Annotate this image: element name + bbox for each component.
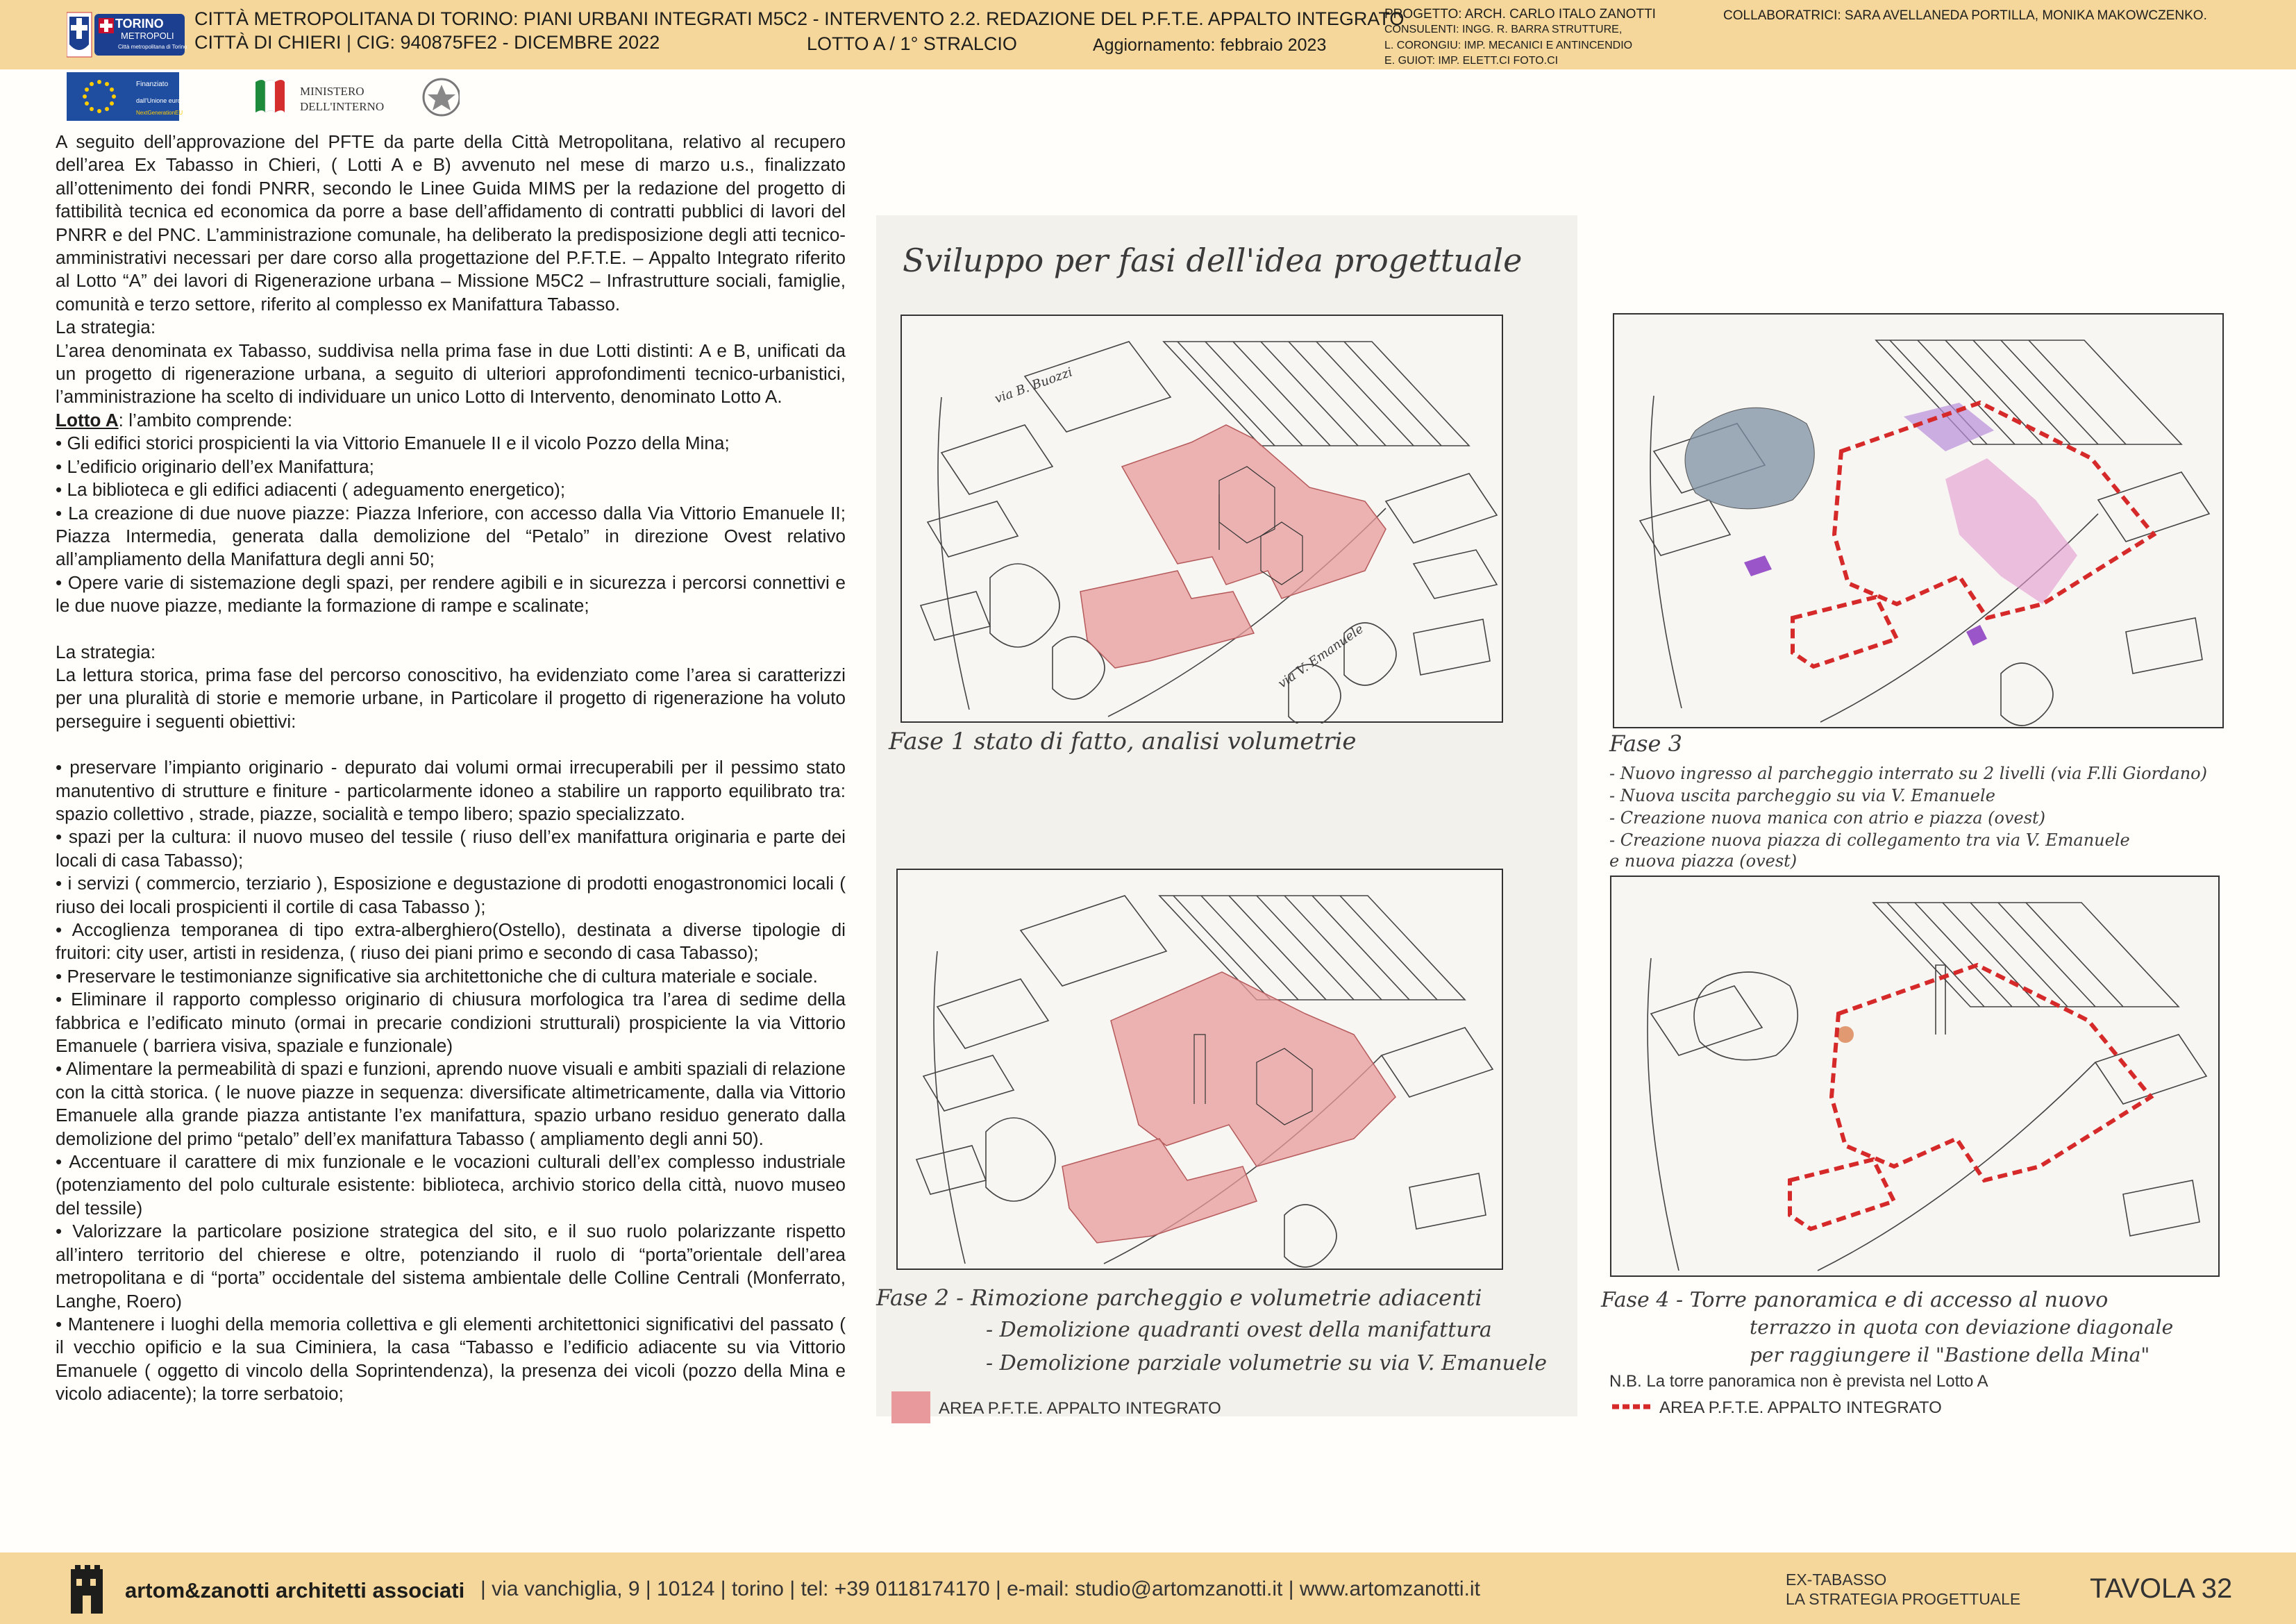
ambito-bullet: • La creazione di due nuove piazze: Piazza Inferiore, con accesso dalla Via Vittorio Emanuele II; Piazza Intermedia, generata dalla demolizione del “Petalo” in direzione Ovest relativo all’ampliamento della Manifattura degli anni 50; (56, 502, 846, 570)
lotto-a-rest: : l’ambito comprende: (118, 409, 293, 430)
header-title-line1: CITTÀ METROPOLITANA DI TORINO: PIANI URBANI INTEGRATI M5C2 - INTERVENTO 2.2. REDAZIONE DEL P.F.T.E. APPALTO INTEGRATO (194, 8, 1405, 29)
header-progetto: PROGETTO: ARCH. CARLO ITALO ZANOTTI (1384, 7, 1656, 22)
project-name: EX-TABASSO (1786, 1571, 1887, 1589)
fase2-caption-c: - Demolizione parziale volumetrie su via V. Emanuele (986, 1351, 1547, 1375)
logo-text-citta: Città metropolitana di Torino (118, 44, 187, 50)
eu-text-2: dall'Unione europea (136, 97, 192, 104)
header-bar (0, 0, 2296, 69)
strategia-heading-1: La strategia: (56, 317, 156, 338)
fase4-sketch (1609, 875, 2220, 1278)
intro-paragraph: A seguito dell’approvazione del PFTE da parte della Città Metropolitana, relativo al recupero dell’area Ex Tabasso in Chieri, ( Lotti A e B) avvenuto nel mese di marzo u.s., finalizzato all’ottenimento dei fondi PNRR, secondo le Linee Guida MIMS per la redazione del progetto di fattibilità tecnica ed economica da porre a base dell’affidamento di contratti pubblici di lavori del PNRR e del PNC. L’amministrazione comunale, ha deliberato la predisposizione degli atti tecnico-amministrativi necessari per dare corso alla progettazione del P.F.T.E. – Appalto Integrato riferito al Lotto “A” dei lavori di Rigenerazione urbana – Missione M5C2 – Infrastrutture sociali, famiglie, comunità e terzo settore, riferito al complesso ex Manifattura Tabasso. (56, 131, 846, 315)
spacer (56, 618, 846, 641)
fase2-caption-b: - Demolizione quadranti ovest della manifattura (986, 1318, 1492, 1342)
strategia-heading-2: La strategia: (56, 641, 156, 662)
header-title-line2: CITTÀ DI CHIERI | CIG: 940875FE2 - DICEMBRE 2022 (194, 32, 660, 53)
obiettivo-bullet: • Valorizzare la particolare posizione strategica del sito, e il suo ruolo polarizzante rispetto all’intero territorio del chierese e oltre, potenziando il ruolo di “porta”orientale dell’area metropolitana e di “porta” occidentale del sistema ambientale delle Colline Centrali (Monferrato, Langhe, Roero) (56, 1221, 846, 1312)
fase3-caption-b: - Nuova uscita parcheggio su via V. Emanuele (1609, 786, 1995, 805)
eu-nextgen-logo (67, 72, 192, 121)
logo-text-torino: TORINO (115, 17, 164, 31)
sketch-title: Sviluppo per fasi dell'idea progettuale (903, 242, 1523, 279)
ministero-interno-logo (251, 72, 460, 121)
legend-solid-label: AREA P.F.T.E. APPALTO INTEGRATO (939, 1399, 1221, 1418)
fase3-caption-d: - Creazione nuova piazza di collegamento tra via V. Emanuele (1609, 830, 2130, 850)
fase2-sketch (896, 868, 1504, 1271)
header-consulenti-1: CONSULENTI: INGG. R. BARRA STRUTTURE, (1384, 24, 1623, 35)
legend-dashed-swatch (1612, 1403, 1651, 1411)
lotto-a-line (56, 409, 846, 432)
body-text-column (56, 131, 846, 1406)
area-paragraph: L’area denominata ex Tabasso, suddivisa nella prima fase in due Lotti distinti: A e B, unificati da un progetto di rigenerazione urbana, a seguito di ulteriori approfondimenti tecnico-urbanistici, l’amministrazione ha scelto di individuare un unico Lotto di Intervento, denominato Lotto A. (56, 340, 846, 408)
header-consulenti-3: E. GUIOT: IMP. ELETT.CI FOTO.CI (1384, 55, 1559, 67)
header-aggiornamento: Aggiornamento: febbraio 2023 (1093, 35, 1327, 55)
obiettivo-bullet: • preservare l’impianto originario - depurato dai volumi ormai irrecuperabili per il pessimo stato manutentivo di strutture e finiture - particolarmente idoneo a stabilire un rapporto equilibrato tra: spazio collettivo , strade, piazze, socialità e tempo libero; spazio specializzato. (56, 757, 846, 824)
fase3-label: Fase 3 (1609, 730, 1682, 757)
fase3-caption-a: - Nuovo ingresso al parcheggio interrato su 2 livelli (via F.lli Giordano) (1609, 764, 2207, 783)
header-collaboratrici: COLLABORATRICI: SARA AVELLANEDA PORTILLA, MONIKA MAKOWCZENKO. (1723, 8, 2207, 23)
ambito-bullet: • La biblioteca e gli edifici adiacenti ( adeguamento energetico); (56, 479, 566, 501)
fase3-caption-e: e nuova piazza (ovest) (1609, 851, 1798, 871)
lettura-paragraph: La lettura storica, prima fase del percorso conoscitivo, ha evidenziato come l’area si caratterizzi per una pluralità di storie e memorie urbane, in Particolare il progetto di rigenerazione ha voluto perseguire i seguenti obiettivi: (56, 664, 846, 732)
street-label-buozzi: via B. Buozzi (992, 365, 1075, 407)
street-label-v-emanuele: via V. Emanuele (1275, 621, 1366, 692)
ambito-bullet: • Gli edifici storici prospicienti la via Vittorio Emanuele II e il vicolo Pozzo della Mina; (56, 433, 730, 454)
ministero-text-2: DELL'INTERNO (300, 100, 385, 113)
firm-logo-icon (69, 1564, 104, 1614)
lotto-a-label: Lotto A (56, 409, 119, 430)
footer-bar (0, 1552, 2296, 1624)
fase4-caption-c: per raggiungere il "Bastione della Mina" (1750, 1343, 2150, 1366)
project-subtitle: LA STRATEGIA PROGETTUALE (1786, 1590, 2021, 1608)
ministero-text-1: MINISTERO (300, 85, 364, 98)
obiettivo-bullet: • Accoglienza temporanea di tipo extra-alberghiero(Ostello), destinata a diverse tipologie di fruitori: city user, artisti in residenza, ( riuso dei piani primo e secondo di casa Tabasso); (56, 919, 846, 964)
obiettivo-bullet: • Eliminare il rapporto complesso originario di chiusura morfologica tra l’area di sedime della fabbrica e l’edificato minuto (ormai in precarie condizioni strutturali) prospiciente la via Vittorio Emanuele ( barriera visiva, spaziale e funzionale) (56, 989, 846, 1057)
firm-contacts: | via vanchiglia, 9 | 10124 | torino | tel: +39 0118174170 | e-mail: studio@artomzanotti.it | www.artomzanotti.it (480, 1577, 1480, 1600)
fase4-caption-a: Fase 4 - Torre panoramica e di accesso al nuovo (1601, 1288, 2109, 1312)
obiettivo-bullet: • Alimentare la permeabilità di spazi e funzioni, aprendo nuove visuali e ambiti spaziali di relazione con la città storica. ( le nuove piazze in sequenza: diversificate altimetricamente, dalla via Vittorio Emanuele alla grande piazza antistante l’ex manifattura, spazio urbano residuo generato dalla demolizione del primo “petalo” dell’ex manifattura Tabasso ( ampliamento degli anni 50). (56, 1058, 846, 1149)
obiettivo-bullet: • spazi per la cultura: il nuovo museo del tessile ( riuso dell’ex manifattura originaria e parte dei locali di casa Tabasso); (56, 826, 846, 871)
ambito-bullet: • L’edificio originario dell’ex Manifattura; (56, 455, 374, 477)
legend-solid-swatch (891, 1391, 930, 1423)
fase3-sketch (1612, 312, 2224, 729)
torino-metropoli-logo (67, 11, 188, 58)
obiettivo-bullet: • Preservare le testimonianze significative sia architettoniche che di cultura materiale e sociale. (56, 965, 818, 987)
logo-text-metropoli: METROPOLI (121, 31, 174, 41)
obiettivo-bullet: • Mantenere i luoghi della memoria collettiva e gli elementi architettonici significativi del passato ( il vecchio opificio e la sua Ciminiera, la casa “Tabasso e l’edificio adiacente su via Vittorio Emanuele ( oggetto di vincolo della Soprintendenza), la presenza dei vicoli (pozzo della Mina e vicolo adiacente); la torre serbatoio; (56, 1313, 846, 1405)
firm-name: artom&zanotti architetti associati (125, 1578, 465, 1602)
eu-text-3: NextGenerationEU (136, 110, 183, 116)
legend-dashed-label: AREA P.F.T.E. APPALTO INTEGRATO (1659, 1398, 1942, 1417)
fase2-caption-a: Fase 2 - Rimozione parcheggio e volumetrie adiacenti (876, 1284, 1482, 1311)
header-lotto: LOTTO A / 1° STRALCIO (807, 33, 1017, 54)
tavola-number: TAVOLA 32 (2090, 1573, 2233, 1604)
fase4-caption-b: terrazzo in quota con deviazione diagonale (1750, 1316, 2174, 1339)
eu-text-1: Finanziato (136, 81, 169, 88)
obiettivo-bullet: • i servizi ( commercio, terziario ), Esposizione e degustazione di prodotti enogastronomici locali ( riuso dei locali prospicienti il cortile di casa Tabasso ); (56, 873, 846, 917)
fase1-caption: Fase 1 stato di fatto, analisi volumetrie (889, 728, 1357, 755)
ambito-bullet: • Opere varie di sistemazione degli spazi, per rendere agibili e in sicurezza i percorsi connettivi e le due nuove piazze, mediante la formazione di rampe e scalinate; (56, 571, 846, 617)
fase1-sketch (900, 314, 1504, 723)
fase3-caption-c: - Creazione nuova manica con atrio e piazza (ovest) (1609, 808, 2046, 828)
header-consulenti-2: L. CORONGIU: IMP. MECANICI E ANTINCENDIO (1384, 40, 1633, 51)
spacer (56, 733, 846, 756)
torre-note: N.B. La torre panoramica non è prevista nel Lotto A (1609, 1372, 1988, 1391)
obiettivo-bullet: • Accentuare il carattere di mix funzionale e le vocazioni culturali dell’ex complesso industriale (potenziamento del polo culturale esistente: biblioteca, archivio storico della città, nuovo museo del tessile) (56, 1151, 846, 1219)
